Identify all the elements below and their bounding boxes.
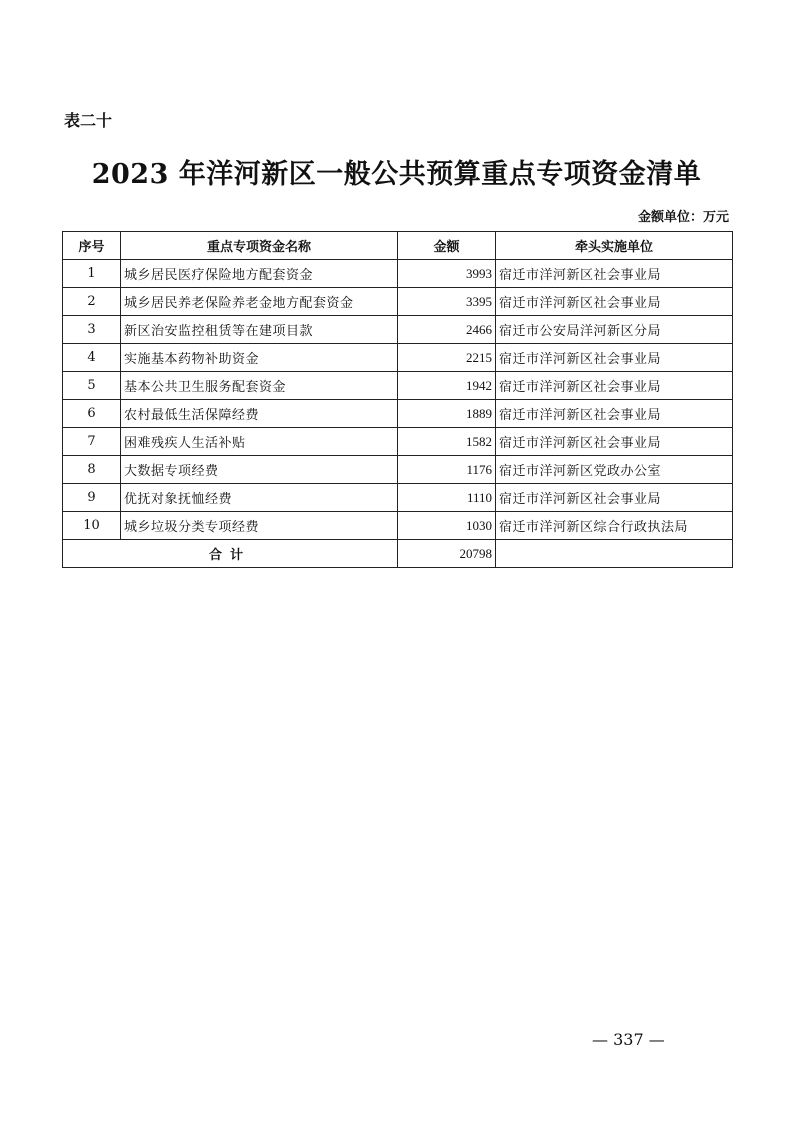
table-row (63, 288, 733, 316)
row-lead-unit: 宿迁市洋河新区党政办公室 (496, 456, 733, 484)
row-amount: 1942 (398, 372, 496, 400)
row-amount: 1110 (398, 484, 496, 512)
row-amount: 1030 (398, 512, 496, 540)
column-header-name: 重点专项资金名称 (121, 232, 398, 260)
total-unit (496, 540, 733, 568)
table-row (63, 512, 733, 540)
row-lead-unit: 宿迁市洋河新区社会事业局 (496, 484, 733, 512)
table-row (63, 428, 733, 456)
row-index: 10 (63, 512, 121, 540)
row-index: 3 (63, 316, 121, 344)
table-row (63, 344, 733, 372)
total-amount: 20798 (398, 540, 496, 568)
row-amount: 2215 (398, 344, 496, 372)
row-fund-name: 实施基本药物补助资金 (121, 344, 398, 372)
column-header-unit: 牵头实施单位 (496, 232, 733, 260)
total-label: 合计 (63, 540, 398, 568)
row-index: 2 (63, 288, 121, 316)
row-amount: 1176 (398, 456, 496, 484)
row-index: 6 (63, 400, 121, 428)
row-lead-unit: 宿迁市洋河新区社会事业局 (496, 288, 733, 316)
total-row (63, 540, 733, 568)
table-row (63, 400, 733, 428)
row-lead-unit: 宿迁市洋河新区社会事业局 (496, 372, 733, 400)
row-fund-name: 农村最低生活保障经费 (121, 400, 398, 428)
row-fund-name: 基本公共卫生服务配套资金 (121, 372, 398, 400)
row-lead-unit: 宿迁市公安局洋河新区分局 (496, 316, 733, 344)
table-label: 表二十 (64, 111, 113, 130)
row-fund-name: 困难残疾人生活补贴 (121, 428, 398, 456)
row-fund-name: 城乡居民养老保险养老金地方配套资金 (121, 288, 398, 316)
table-row (63, 456, 733, 484)
row-amount: 1889 (398, 400, 496, 428)
document-title: 2023 年洋河新区一般公共预算重点专项资金清单 (91, 159, 702, 190)
row-amount: 2466 (398, 316, 496, 344)
row-index: 8 (63, 456, 121, 484)
row-fund-name: 新区治安监控租赁等在建项目款 (121, 316, 398, 344)
row-lead-unit: 宿迁市洋河新区社会事业局 (496, 400, 733, 428)
row-index: 4 (63, 344, 121, 372)
budget-table (62, 231, 733, 568)
page-number: — 337 — (592, 1030, 665, 1049)
column-header-index: 序号 (63, 232, 121, 260)
table-header-row (63, 232, 733, 260)
row-fund-name: 优抚对象抚恤经费 (121, 484, 398, 512)
row-index: 9 (63, 484, 121, 512)
row-fund-name: 城乡居民医疗保险地方配套资金 (121, 260, 398, 288)
row-fund-name: 大数据专项经费 (121, 456, 398, 484)
row-amount: 1582 (398, 428, 496, 456)
amount-unit-note: 金额单位：万元 (637, 210, 729, 225)
row-lead-unit: 宿迁市洋河新区社会事业局 (496, 428, 733, 456)
table-row (63, 372, 733, 400)
table-row (63, 484, 733, 512)
row-index: 5 (63, 372, 121, 400)
row-fund-name: 城乡垃圾分类专项经费 (121, 512, 398, 540)
row-lead-unit: 宿迁市洋河新区综合行政执法局 (496, 512, 733, 540)
column-header-amount: 金额 (398, 232, 496, 260)
row-lead-unit: 宿迁市洋河新区社会事业局 (496, 344, 733, 372)
row-amount: 3395 (398, 288, 496, 316)
row-index: 7 (63, 428, 121, 456)
row-lead-unit: 宿迁市洋河新区社会事业局 (496, 260, 733, 288)
table-row (63, 260, 733, 288)
table-row (63, 316, 733, 344)
row-index: 1 (63, 260, 121, 288)
row-amount: 3993 (398, 260, 496, 288)
